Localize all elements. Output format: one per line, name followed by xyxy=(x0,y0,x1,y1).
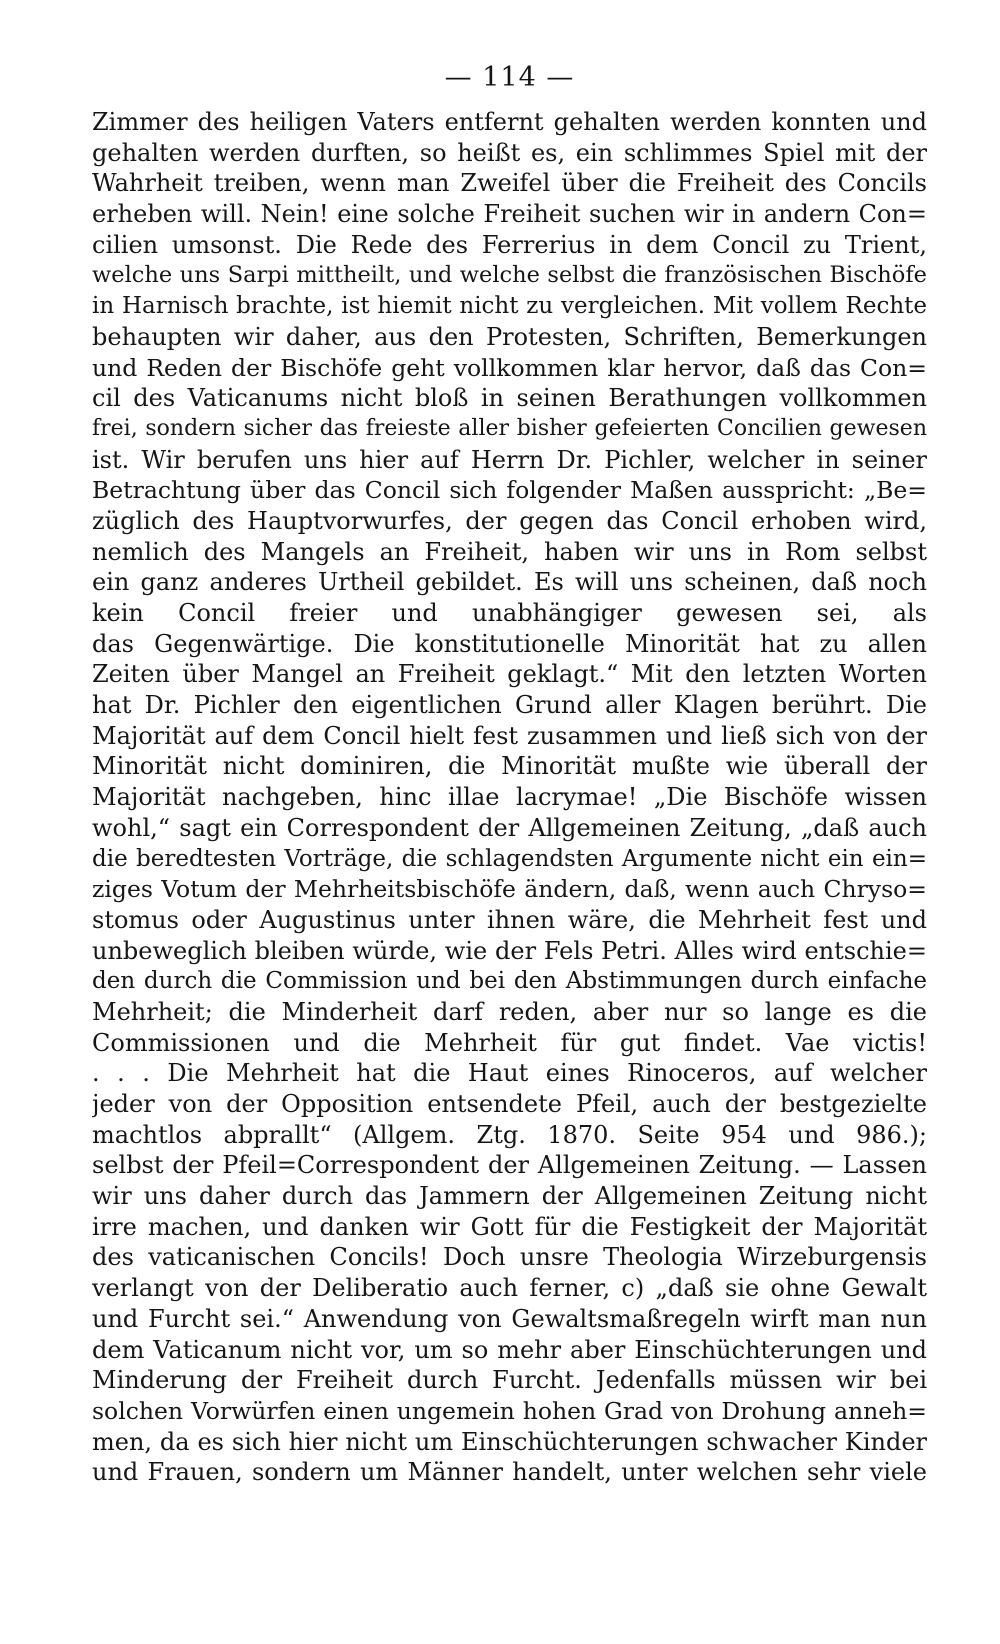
text-line: nemlich des Mangels an Freiheit, haben wir uns in Rom selbst xyxy=(92,537,927,566)
text-line: und Furcht sei.“ Anwendung von Gewaltsmaßregeln wirft man nun xyxy=(92,1304,927,1333)
body-text xyxy=(92,107,927,1488)
document-page xyxy=(92,58,927,1488)
text-line: ist. Wir berufen uns hier auf Herrn Dr. Pichler, welcher in seiner xyxy=(92,445,927,474)
text-line: Commissionen und die Mehrheit für gut findet. Vae victis! xyxy=(92,1028,927,1057)
text-line: die beredtesten Vorträge, die schlagendsten Argumente nicht ein ein= xyxy=(92,845,927,872)
text-line: unbeweglich bleiben würde, wie der Fels Petri. Alles wird entschie= xyxy=(92,936,927,965)
text-line: welche uns Sarpi mittheilt, und welche selbst die französischen Bischöfe xyxy=(92,262,927,289)
text-line: Majorität auf dem Concil hielt fest zusammen und ließ sich von der xyxy=(92,721,927,750)
text-line: und Reden der Bischöfe geht vollkommen klar hervor, daß das Con= xyxy=(92,353,927,382)
text-line: Zeiten über Mangel an Freiheit geklagt.“ Mit den letzten Worten xyxy=(92,660,927,689)
text-line: jeder von der Opposition entsendete Pfeil, auch der bestgezielte xyxy=(92,1090,927,1118)
text-line: den durch die Commission und bei den Abstimmungen durch einfache xyxy=(92,968,927,995)
text-line: Zimmer des heiligen Vaters entfernt gehalten werden konnten und xyxy=(92,108,927,136)
text-line: gehalten werden durften, so heißt es, ein schlimmes Spiel mit der xyxy=(92,138,927,167)
text-line: erheben will. Nein! eine solche Freiheit suchen wir in andern Con= xyxy=(92,200,927,229)
text-line: das Gegenwärtige. Die konstitutionelle Minorität hat zu allen xyxy=(92,629,927,658)
page-number: — 114 — xyxy=(444,62,575,93)
text-line: züglich des Hauptvorwurfes, der gegen das Concil erhoben wird, xyxy=(92,506,927,535)
text-line: des vaticanischen Concils! Doch unsre Theologia Wirzeburgensis xyxy=(92,1243,927,1272)
text-line: dem Vaticanum nicht vor, um so mehr aber Einschüchterungen und xyxy=(92,1335,927,1364)
text-line: behaupten wir daher, aus den Protesten, Schriften, Bemerkungen xyxy=(92,322,927,351)
text-line: stomus oder Augustinus unter ihnen wäre, die Mehrheit fest und xyxy=(92,905,927,934)
text-line: Wahrheit treiben, wenn man Zweifel über die Freiheit des Concils xyxy=(92,169,927,198)
text-line: selbst der Pfeil=Correspondent der Allgemeinen Zeitung. — Lassen xyxy=(92,1151,927,1180)
text-line: irre machen, und danken wir Gott für die Festigkeit der Majorität xyxy=(92,1212,927,1241)
text-line: kein Concil freier und unabhängiger gewesen sei, als xyxy=(92,599,927,627)
text-line: hat Dr. Pichler den eigentlichen Grund aller Klagen berührt. Die xyxy=(92,691,927,720)
text-line: Mehrheit; die Minderheit darf reden, aber nur so lange es die xyxy=(92,997,927,1026)
text-line: ziges Votum der Mehrheitsbischöfe ändern, daß, wenn auch Chryso= xyxy=(92,875,927,904)
text-line: cilien umsonst. Die Rede des Ferrerius in dem Concil zu Trient, xyxy=(92,230,927,259)
text-line: wir uns daher durch das Jammern der Allgemeinen Zeitung nicht xyxy=(92,1182,927,1211)
text-line: . . . Die Mehrheit hat die Haut eines Rinoceros, auf welcher xyxy=(92,1059,927,1088)
text-line: Minderung der Freiheit durch Furcht. Jedenfalls müssen wir bei xyxy=(92,1366,927,1395)
text-line: und Frauen, sondern um Männer handelt, unter welchen sehr viele xyxy=(92,1458,927,1487)
text-line: ein ganz anderes Urtheil gebildet. Es will uns scheinen, daß noch xyxy=(92,568,927,597)
text-line: verlangt von der Deliberatio auch ferner, c) „daß sie ohne Gewalt xyxy=(92,1274,927,1303)
text-line: solchen Vorwürfen einen ungemein hohen Grad von Drohung anneh= xyxy=(92,1396,927,1425)
text-line: Minorität nicht dominiren, die Minorität mußte wie überall der xyxy=(92,752,927,781)
text-line: Betrachtung über das Concil sich folgender Maßen ausspricht: „Be= xyxy=(92,476,927,505)
text-line: Majorität nachgeben, hinc illae lacrymae! „Die Bischöfe wissen xyxy=(92,783,927,812)
text-line: cil des Vaticanums nicht bloß in seinen Berathungen vollkommen xyxy=(92,384,927,413)
text-line: men, da es sich hier nicht um Einschüchterungen schwacher Kinder xyxy=(92,1427,927,1456)
text-line: frei, sondern sicher das freieste aller bisher gefeierten Concilien gewesen xyxy=(92,415,927,441)
text-line: in Harnisch brachte, ist hiemit nicht zu vergleichen. Mit vollem Rechte xyxy=(92,293,927,320)
text-line: machtlos abprallt“ (Allgem. Ztg. 1870. Seite 954 und 986.); xyxy=(92,1120,927,1149)
text-line: wohl,“ sagt ein Correspondent der Allgemeinen Zeitung, „daß auch xyxy=(92,813,927,842)
